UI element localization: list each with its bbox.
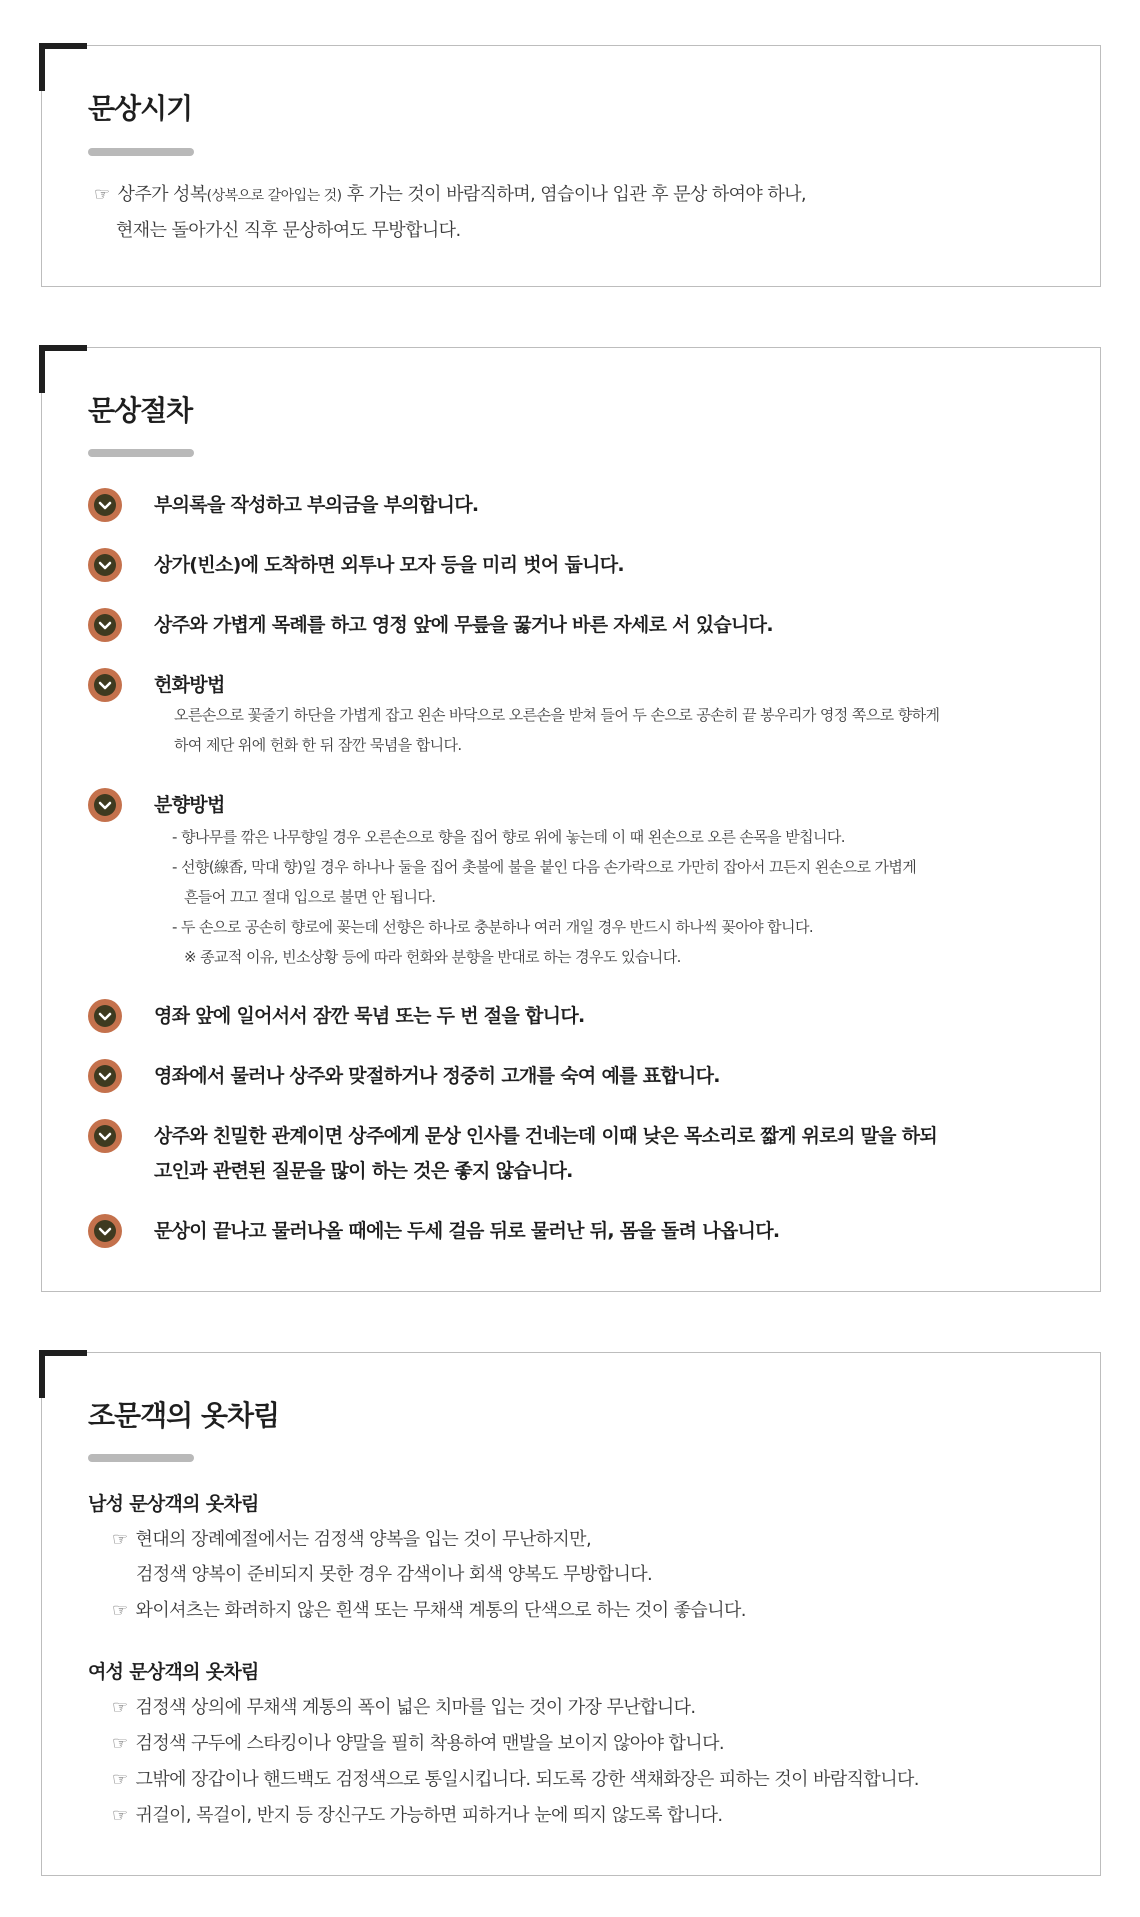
attire-text: 그밖에 장갑이나 핸드백도 검정색으로 통일시킵니다. 되도록 강한 색채화장은 피하는 것이 바람직합니다. (135, 1769, 919, 1790)
chevron-down-circle-icon (88, 668, 122, 702)
step-text: 영좌 앞에 일어서서 잠깐 묵념 또는 두 번 절을 합니다. (154, 1005, 585, 1027)
step-detail: 흔들어 끄고 절대 입으로 불면 안 됩니다. (184, 888, 436, 906)
women-attire-line (112, 1729, 724, 1755)
step-text: 상가(빈소)에 도착하면 외투나 모자 등을 미리 벗어 둡니다. (154, 554, 624, 576)
timing-section (41, 45, 1101, 287)
attire-text: 와이셔츠는 화려하지 않은 흰색 또는 무채색 계통의 단색으로 하는 것이 좋습니다. (135, 1600, 746, 1621)
attire-section (41, 1352, 1101, 1876)
step-detail: - 선향(線香, 막대 향)일 경우 하나나 둘을 집어 촛불에 불을 붙인 다음 손가락으로 가만히 잡아서 끄든지 왼손으로 가볍게 (172, 858, 917, 876)
men-attire-line: 검정색 양복이 준비되지 못한 경우 감색이나 회색 양복도 무방합니다. (136, 1564, 653, 1585)
step-heading: 헌화방법 (154, 674, 225, 696)
attire-text: 귀걸이, 목걸이, 반지 등 장신구도 가능하면 피하거나 눈에 띄지 않도록 합니다. (135, 1805, 723, 1826)
step-detail: - 향나무를 깎은 나무향일 경우 오른손으로 향을 집어 향로 위에 놓는데 이 때 왼손으로 오른 손목을 받칩니다. (172, 828, 845, 846)
step-detail: - 두 손으로 공손히 향로에 꽂는데 선향은 하나로 충분하나 여러 개일 경우 반드시 하나씩 꽂아야 합니다. (172, 918, 813, 936)
chevron-down-circle-icon (88, 608, 122, 642)
pointing-hand-icon: ☞ (112, 1600, 128, 1621)
step-text: 영좌에서 물러나 상주와 맞절하거나 정중히 고개를 숙여 예를 표합니다. (154, 1065, 720, 1087)
chevron-down-circle-icon (88, 1059, 122, 1093)
attire-text: 현대의 장례예절에서는 검정색 양복을 입는 것이 무난하지만, (135, 1529, 592, 1550)
women-attire-line (112, 1693, 696, 1719)
step-text: 상주와 친밀한 관계이면 상주에게 문상 인사를 건네는데 이때 낮은 목소리로 짧게 위로의 말을 하되 (154, 1125, 938, 1147)
step-note: ※ 종교적 이유, 빈소상황 등에 따라 헌화와 분향을 반대로 하는 경우도 있습니다. (184, 948, 681, 966)
attire-text: 검정색 상의에 무채색 계통의 폭이 넓은 치마를 입는 것이 가장 무난합니다. (135, 1697, 696, 1718)
chevron-down-circle-icon (88, 788, 122, 822)
men-attire-heading: 남성 문상객의 옷차림 (88, 1493, 259, 1515)
timing-line (94, 180, 806, 206)
pointing-hand-icon: ☞ (112, 1529, 128, 1550)
chevron-down-circle-icon (88, 548, 122, 582)
section-title: 조문객의 옷차림 (88, 1399, 280, 1432)
chevron-down-circle-icon (88, 1119, 122, 1153)
timing-note: (상복으로 갈아입는 것) (206, 188, 342, 204)
step-detail: 하여 제단 위에 헌화 한 뒤 잠깐 묵념을 합니다. (174, 736, 462, 754)
chevron-down-circle-icon (88, 488, 122, 522)
corner-accent (39, 345, 87, 393)
pointing-hand-icon: ☞ (112, 1805, 128, 1826)
title-underline (88, 148, 194, 156)
women-attire-line (112, 1765, 919, 1791)
chevron-down-circle-icon (88, 999, 122, 1033)
pointing-hand-icon: ☞ (112, 1733, 128, 1754)
chevron-down-circle-icon (88, 1214, 122, 1248)
title-underline (88, 1454, 194, 1462)
step-text: 문상이 끝나고 물러나올 때에는 두세 걸음 뒤로 물러난 뒤, 몸을 돌려 나옵니다. (154, 1220, 780, 1242)
attire-text: 검정색 구두에 스타킹이나 양말을 필히 착용하여 맨발을 보이지 않아야 합니다. (135, 1733, 724, 1754)
step-detail: 오른손으로 꽃줄기 하단을 가볍게 잡고 왼손 바닥으로 오른손을 받쳐 들어 두 손으로 공손히 끝 봉우리가 영정 쪽으로 향하게 (174, 706, 940, 724)
pointing-hand-icon: ☞ (112, 1769, 128, 1790)
section-title: 문상절차 (88, 394, 193, 427)
step-heading: 분향방법 (154, 794, 225, 816)
procedure-section (41, 347, 1101, 1292)
timing-text: 후 가는 것이 바람직하며, 염습이나 입관 후 문상 하여야 하나, (341, 184, 807, 205)
corner-accent (39, 1350, 87, 1398)
timing-line: 현재는 돌아가신 직후 문상하여도 무방합니다. (116, 220, 461, 241)
pointing-hand-icon: ☞ (94, 184, 110, 205)
step-text: 부의록을 작성하고 부의금을 부의합니다. (154, 494, 479, 516)
men-attire-line (112, 1525, 591, 1551)
pointing-hand-icon: ☞ (112, 1697, 128, 1718)
title-underline (88, 449, 194, 457)
women-attire-line (112, 1801, 723, 1827)
corner-accent (39, 43, 87, 91)
section-title: 문상시기 (88, 92, 193, 125)
men-attire-line (112, 1596, 746, 1622)
step-text-continued: 고인과 관련된 질문을 많이 하는 것은 좋지 않습니다. (154, 1160, 573, 1182)
women-attire-heading: 여성 문상객의 옷차림 (88, 1661, 259, 1683)
timing-text: 상주가 성복 (117, 184, 207, 205)
step-text: 상주와 가볍게 목례를 하고 영정 앞에 무릎을 꿇거나 바른 자세로 서 있습니다. (154, 614, 773, 636)
